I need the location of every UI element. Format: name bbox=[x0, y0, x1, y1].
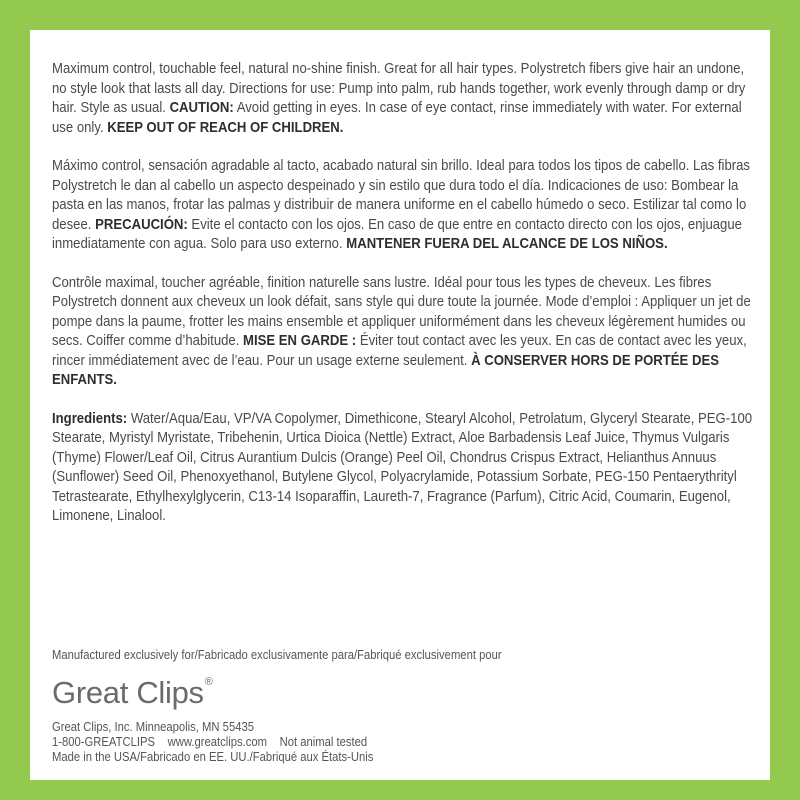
great-clips-logo bbox=[52, 675, 213, 711]
spanish-paragraph bbox=[52, 157, 754, 255]
french-body: Contrôle maximal, toucher agréable, finition naturelle sans lustre. Idéal pour tous les types de cheveux. Les fibres Polystretch donnent aux cheveux un look défait, sans style qui dure toute la journée. Mode d’emploi : Appliquer un jet de pompe dans la paume, frotter les mains ensemble et appliquer uniformément dans les cheveux légèrement humides ou secs. Coiffer comme d’habitude. bbox=[52, 274, 751, 349]
french-caution-text: Éviter tout contact avec les yeux. En cas de contact avec les yeux, rincer immédiatement avec de l’eau. Pour un usage externe seulement. bbox=[52, 333, 747, 369]
english-paragraph bbox=[52, 60, 754, 138]
contact-line bbox=[52, 735, 373, 750]
label-panel bbox=[30, 30, 770, 780]
ingredients-label: Ingredients: bbox=[52, 410, 128, 427]
made-in: Made in the USA/Fabricado en EE. UU./Fabriqué aux États-Unis bbox=[52, 750, 374, 764]
english-caution-label: CAUTION: bbox=[169, 100, 234, 116]
spanish-caution-text: Evite el contacto con los ojos. En caso de que entre en contacto directo con los ojos, enjuague inmediatamente con agua. Solo para uso externo. bbox=[52, 216, 742, 252]
animal-testing-note: Not animal tested bbox=[279, 735, 368, 749]
phone-number: 1-800-GREATCLIPS bbox=[52, 735, 155, 749]
french-warning: À CONSERVER HORS DE PORTÉE DES ENFANTS. bbox=[52, 352, 719, 388]
spanish-warning: MANTENER FUERA DEL ALCANCE DE LOS NIÑOS. bbox=[346, 236, 668, 252]
spanish-body: Máximo control, sensación agradable al tacto, acabado natural sin brillo. Ideal para todos los tipos de cabello. Las fibras Polystretch le dan al cabello un aspecto despeinado y sin estilo que dura todo el día. Indicaciones de uso: Bombear la pasta en las manos, frotar las palmas y distribuir de manera uniforme en el cabello húmedo o seco. Estilizar tal como lo desee. bbox=[52, 158, 750, 233]
website: www.greatclips.com bbox=[167, 735, 267, 749]
company-info bbox=[52, 720, 373, 765]
english-warning: KEEP OUT OF REACH OF CHILDREN. bbox=[107, 119, 344, 136]
manufactured-for: Manufactured exclusively for/Fabricado exclusivamente para/Fabriqué exclusivement pour bbox=[52, 648, 502, 662]
english-caution-text: Avoid getting in eyes. In case of eye contact, rinse immediately with water. For external use only. bbox=[52, 100, 742, 136]
english-body: Maximum control, touchable feel, natural no-shine finish. Great for all hair types. Polystretch fibers give hair an undone, no style look that lasts all day. Directions for use: Pump into palm, rub hands together, work evenly through damp or dry hair. Style as usual. bbox=[52, 61, 746, 116]
ingredients-paragraph bbox=[52, 410, 754, 527]
spanish-caution-label: PRECAUCIÓN: bbox=[95, 216, 188, 233]
french-caution-label: MISE EN GARDE : bbox=[243, 333, 357, 349]
french-paragraph bbox=[52, 274, 754, 391]
logo-text: Great Clips bbox=[52, 675, 204, 710]
registered-mark: ® bbox=[204, 676, 213, 688]
company-address: Great Clips, Inc. Minneapolis, MN 55435 bbox=[52, 720, 254, 734]
ingredients-list: Water/Aqua/Eau, VP/VA Copolymer, Dimethicone, Stearyl Alcohol, Petrolatum, Glyceryl Stearate, PEG-100 Stearate, Myristyl Myristate, Tribehenin, Urtica Dioica (Nettle) Extract, Aloe Barbadensis Leaf Juice, Thymus Vulgaris (Thyme) Flower/Leaf Oil, Citrus Aurantium Dulcis (Orange) Peel Oil, Chondrus Crispus Extract, Helianthus Annuus (Sunflower) Seed Oil, Phenoxyethanol, Butylene Glycol, Polyacrylamide, Potassium Sorbate, PEG-150 Pentaerythrityl Tetrastearate, Ethylhexylglycerin, C13-14 Isoparaffin, Laureth-7, Fragrance (Parfum), Citric Acid, Coumarin, Eugenol, Limonene, Linalool. bbox=[52, 410, 753, 524]
